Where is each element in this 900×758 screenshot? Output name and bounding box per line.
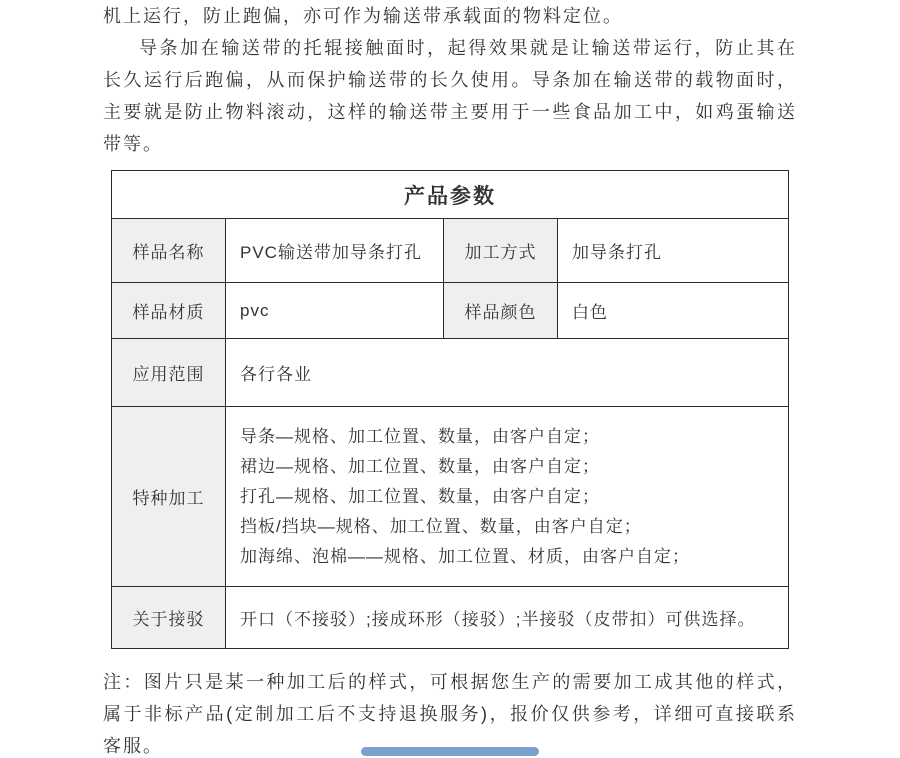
application-scope-label: 应用范围 xyxy=(112,339,226,407)
processing-method-label: 加工方式 xyxy=(444,219,558,283)
special-processing-label: 特种加工 xyxy=(112,407,226,587)
sample-color-label: 样品颜色 xyxy=(444,283,558,339)
product-params-table xyxy=(111,170,789,649)
table-row xyxy=(112,283,789,339)
table-row xyxy=(112,219,789,283)
joint-type-value: 开口（不接驳）;接成环形（接驳）;半接驳（皮带扣）可供选择。 xyxy=(226,587,789,649)
sample-material-value: pvc xyxy=(226,283,444,339)
sample-material-label: 样品材质 xyxy=(112,283,226,339)
table-row xyxy=(112,407,789,587)
table-title-row xyxy=(112,171,789,219)
note-text: 注：图片只是某一种加工后的样式，可根据您生产的需要加工成其他的样式，属于非标产品(定制加工后不支持退换服务)，报价仅供参考，详细可直接联系客服。 xyxy=(103,672,797,756)
sample-name-label: 样品名称 xyxy=(112,219,226,283)
table-title: 产品参数 xyxy=(112,171,789,219)
application-scope-value: 各行各业 xyxy=(226,339,789,407)
table-row xyxy=(112,339,789,407)
sample-name-value: PVC输送带加导条打孔 xyxy=(226,219,444,283)
table-row xyxy=(112,587,789,649)
intro-text-block xyxy=(103,0,797,160)
special-processing-line: 打孔—规格、加工位置、数量，由客户自定； xyxy=(240,486,600,506)
intro-paragraph-1: 机上运行，防止跑偏，亦可作为输送带承载面的物料定位。 xyxy=(103,6,623,26)
intro-paragraph-2: 导条加在输送带的托辊接触面时，起得效果就是让输送带运行，防止其在长久运行后跑偏，从而保护输送带的长久使用。导条加在输送带的载物面时，主要就是防止物料滚动，这样的输送带主要用于一些食品加工中，如鸡蛋输送带等。 xyxy=(103,38,797,154)
special-processing-line: 导条—规格、加工位置、数量，由客户自定； xyxy=(240,426,600,446)
sample-color-value: 白色 xyxy=(558,283,789,339)
bottom-accent-bar xyxy=(361,747,539,756)
special-processing-value xyxy=(226,407,789,587)
special-processing-line: 加海绵、泡棉——规格、加工位置、材质，由客户自定； xyxy=(240,546,690,566)
processing-method-value: 加导条打孔 xyxy=(558,219,789,283)
special-processing-line: 挡板/挡块—规格、加工位置、数量，由客户自定； xyxy=(240,516,642,536)
special-processing-line: 裙边—规格、加工位置、数量，由客户自定； xyxy=(240,456,600,476)
joint-type-label: 关于接驳 xyxy=(112,587,226,649)
